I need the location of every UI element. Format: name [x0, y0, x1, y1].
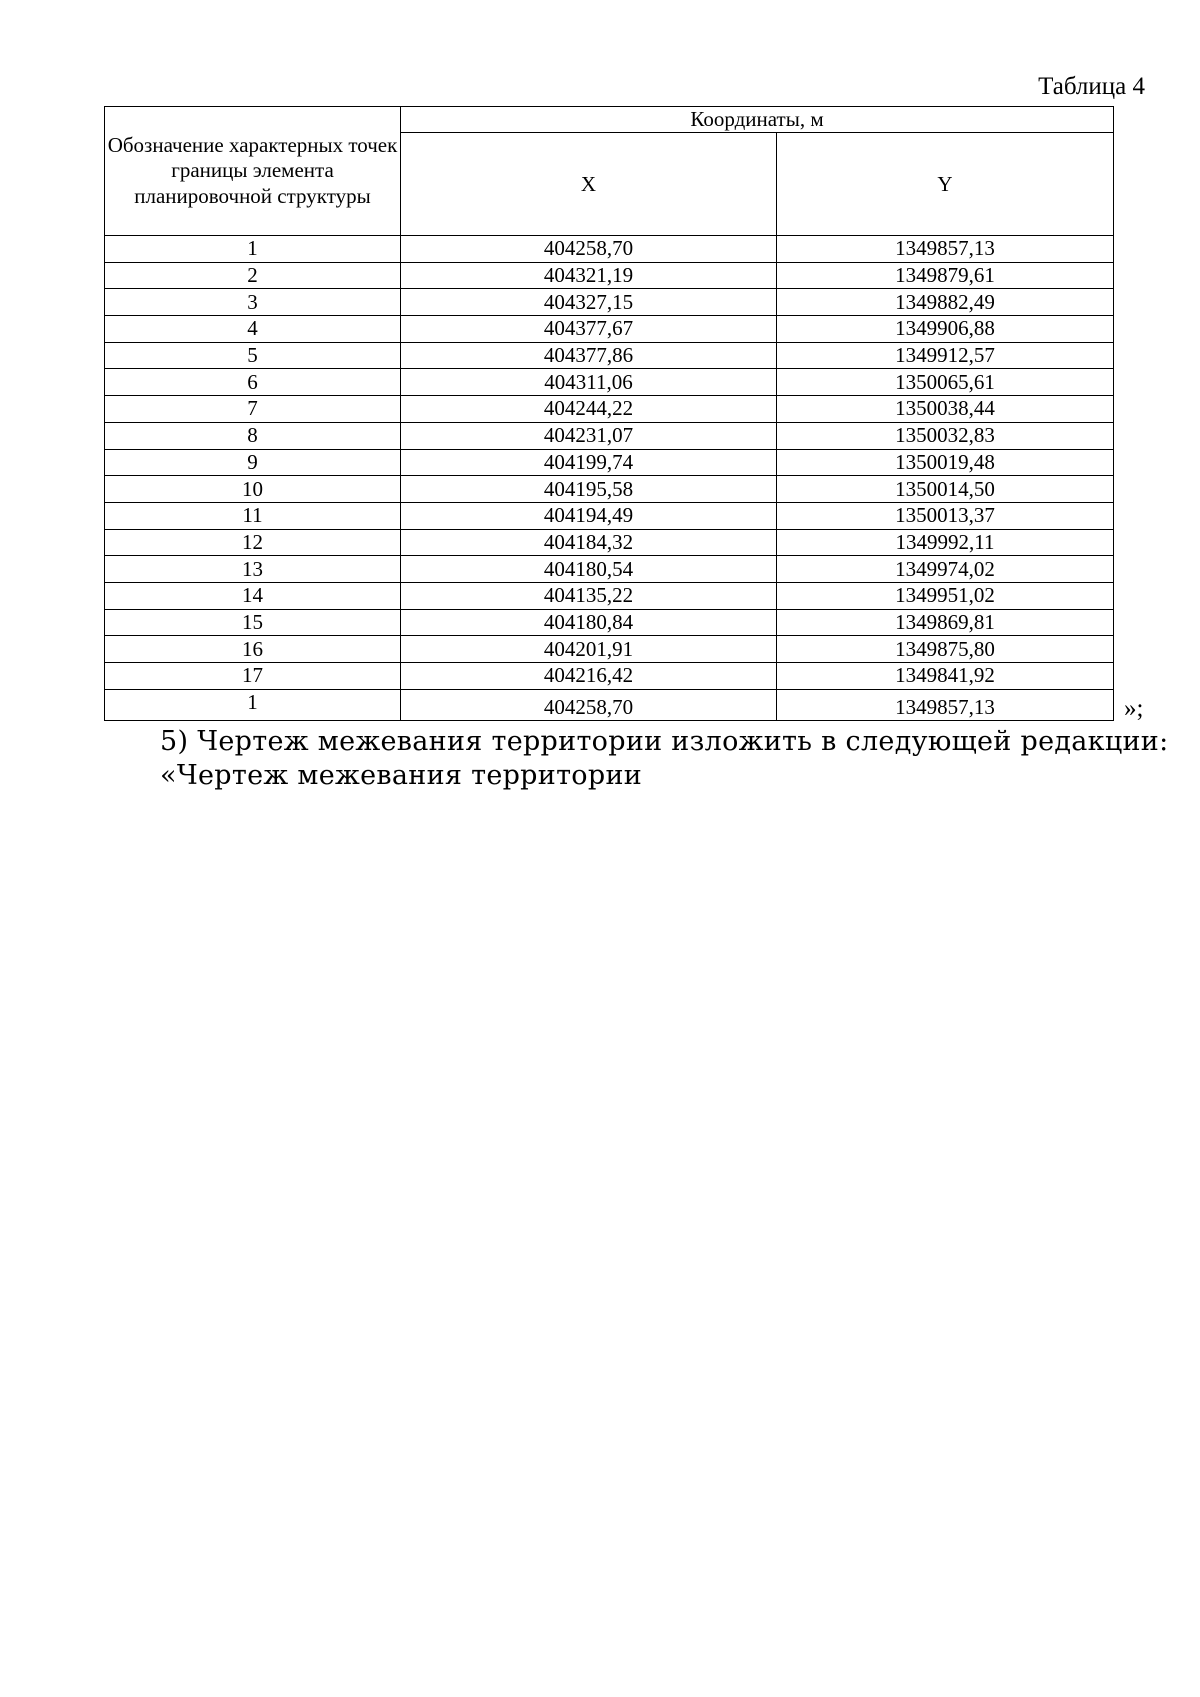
table-row: [105, 289, 1114, 316]
cell-x: 404377,67: [401, 316, 777, 343]
cell-y: 1349906,88: [777, 316, 1114, 343]
cell-x: 404180,54: [401, 556, 777, 583]
table-row: [105, 396, 1114, 423]
cell-x: 404231,07: [401, 422, 777, 449]
cell-x: 404377,86: [401, 342, 777, 369]
table-row: [105, 422, 1114, 449]
table-row: [105, 556, 1114, 583]
table-row: [105, 369, 1114, 396]
cell-x: 404195,58: [401, 476, 777, 503]
cell-x: 404258,70: [401, 689, 777, 720]
table-row: [105, 582, 1114, 609]
cell-y: 1350065,61: [777, 369, 1114, 396]
cell-x: 404194,49: [401, 502, 777, 529]
cell-y: 1349857,13: [777, 689, 1114, 720]
header-y: Y: [777, 133, 1114, 236]
cell-y: 1349912,57: [777, 342, 1114, 369]
cell-x: 404321,19: [401, 262, 777, 289]
cell-y: 1349869,81: [777, 609, 1114, 636]
cell-x: 404184,32: [401, 529, 777, 556]
cell-point: 1: [105, 689, 401, 720]
cell-y: 1350013,37: [777, 502, 1114, 529]
cell-y: 1349841,92: [777, 663, 1114, 690]
cell-y: 1349879,61: [777, 262, 1114, 289]
header-point-designation: Обозначение характерных точек границы элемента планировочной структуры: [105, 107, 401, 236]
cell-x: 404216,42: [401, 663, 777, 690]
closing-quote-mark: »;: [1124, 695, 1144, 722]
coordinates-table: [104, 106, 1114, 721]
cell-point: 3: [105, 289, 401, 316]
cell-point: 15: [105, 609, 401, 636]
cell-point: 11: [105, 502, 401, 529]
table-row: [105, 609, 1114, 636]
table-row: [105, 262, 1114, 289]
cell-x: 404135,22: [401, 582, 777, 609]
table-row: [105, 636, 1114, 663]
table-row: [105, 316, 1114, 343]
cell-y: 1349992,11: [777, 529, 1114, 556]
cell-point: 14: [105, 582, 401, 609]
cell-x: 404327,15: [401, 289, 777, 316]
paragraph-item-5: 5) Чертеж межевания территории изложить в следующей редакции:: [160, 726, 1169, 757]
cell-y: 1349857,13: [777, 236, 1114, 263]
cell-point: 2: [105, 262, 401, 289]
cell-x: 404201,91: [401, 636, 777, 663]
cell-y: 1349951,02: [777, 582, 1114, 609]
table-row: [105, 502, 1114, 529]
table-row: [105, 342, 1114, 369]
cell-point: 1: [105, 236, 401, 263]
cell-point: 6: [105, 369, 401, 396]
table-row: [105, 449, 1114, 476]
cell-point: 9: [105, 449, 401, 476]
cell-point: 4: [105, 316, 401, 343]
table-row: [105, 529, 1114, 556]
cell-x: 404244,22: [401, 396, 777, 423]
cell-y: 1350032,83: [777, 422, 1114, 449]
cell-y: 1349974,02: [777, 556, 1114, 583]
table-row: [105, 663, 1114, 690]
cell-point: 5: [105, 342, 401, 369]
cell-point: 10: [105, 476, 401, 503]
cell-x: 404180,84: [401, 609, 777, 636]
table-row: [105, 689, 1114, 720]
cell-point: 12: [105, 529, 401, 556]
table-caption: Таблица 4: [1038, 73, 1145, 100]
cell-point: 16: [105, 636, 401, 663]
cell-y: 1349875,80: [777, 636, 1114, 663]
cell-y: 1350038,44: [777, 396, 1114, 423]
cell-y: 1350019,48: [777, 449, 1114, 476]
cell-x: 404311,06: [401, 369, 777, 396]
paragraph-drawing-title: «Чертеж межевания территории: [160, 760, 643, 791]
cell-point: 17: [105, 663, 401, 690]
cell-x: 404199,74: [401, 449, 777, 476]
table-row: [105, 236, 1114, 263]
cell-x: 404258,70: [401, 236, 777, 263]
header-coordinates: Координаты, м: [401, 107, 1114, 133]
cell-point: 7: [105, 396, 401, 423]
cell-point: 13: [105, 556, 401, 583]
table-row: [105, 476, 1114, 503]
header-x: X: [401, 133, 777, 236]
cell-y: 1349882,49: [777, 289, 1114, 316]
cell-point: 8: [105, 422, 401, 449]
cell-y: 1350014,50: [777, 476, 1114, 503]
